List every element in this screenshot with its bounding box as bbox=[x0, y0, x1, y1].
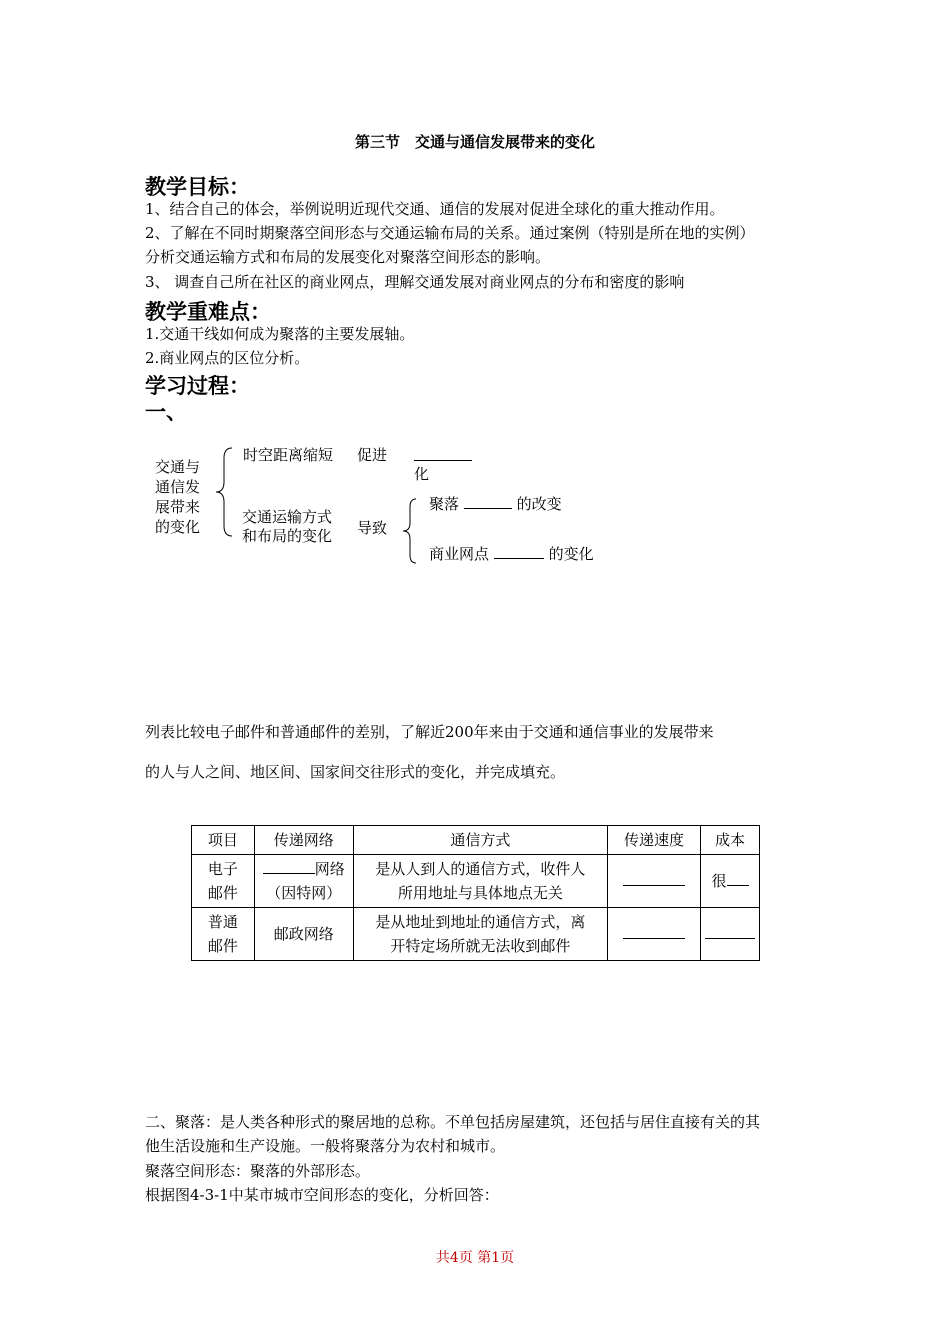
page-title: 第三节 交通与通信发展带来的变化 bbox=[354, 133, 595, 151]
page-footer: 共4页 第1页 bbox=[435, 1250, 515, 1266]
part-two-line-3: 聚落空间形态：聚落的外部形态。 bbox=[145, 1162, 371, 1180]
sub-brace-icon bbox=[398, 496, 424, 566]
sub-settlement-suffix: 的改变 bbox=[516, 495, 562, 513]
part-two-line-1: 二、聚落：是人类各种形式的聚居地的总称。不单包括房屋建筑，还包括与居住直接有关的其 bbox=[145, 1113, 761, 1131]
intro-line-2: 的人与人之间、地区间、国家间交往形式的变化，并完成填充。 bbox=[145, 763, 566, 781]
header-network: 传递网络 bbox=[254, 826, 353, 855]
header-method: 通信方式 bbox=[353, 826, 607, 855]
cell-method-mail: 是从地址到地址的通信方式，离 开特定场所就无法收到邮件 bbox=[353, 908, 607, 961]
table-row bbox=[192, 855, 760, 908]
branch-transport-line-1: 交通运输方式 bbox=[242, 508, 333, 526]
branch-time-space: 时空距离缩短 bbox=[243, 446, 334, 464]
cell-speed-email bbox=[608, 855, 701, 908]
sub-settlement-prefix: 聚落 bbox=[429, 495, 460, 513]
teaching-goals-heading: 教学目标： bbox=[145, 175, 250, 199]
goal-2-line-2: 分析交通运输方式和布局的发展变化对聚落空间形态的影响。 bbox=[145, 248, 551, 266]
blank-speed-email bbox=[623, 885, 685, 886]
blank-network bbox=[263, 873, 315, 874]
branch-time-space-suffix: 化 bbox=[414, 465, 430, 483]
goal-1: 1、结合自己的体会，举例说明近现代交通、通信的发展对促进全球化的重大推动作用。 bbox=[145, 200, 725, 218]
learning-process-heading: 学习过程： bbox=[145, 374, 250, 398]
blank-globalization bbox=[414, 460, 472, 461]
sub-commercial bbox=[429, 544, 594, 564]
branch-transport-verb: 导致 bbox=[357, 519, 388, 537]
sub-commercial-prefix: 商业网点 bbox=[429, 545, 490, 563]
table-row bbox=[192, 908, 760, 961]
diagram-root: 交通与通信发展带来的变化 bbox=[155, 458, 201, 536]
cell-cost-email: 很 bbox=[700, 855, 759, 908]
cell-network-mail: 邮政网络 bbox=[254, 908, 353, 961]
blank-settlement bbox=[464, 508, 512, 509]
goal-3: 3、 调查自己所在社区的商业网点，理解交通发展对商业网点的分布和密度的影响 bbox=[145, 273, 685, 291]
blank-cost-email bbox=[727, 885, 749, 886]
blank-cost-mail bbox=[705, 938, 755, 939]
branch-transport-line-2: 和布局的变化 bbox=[242, 527, 333, 545]
part-two-line-2: 他生活设施和生产设施。一般将聚落分为农村和城市。 bbox=[145, 1137, 506, 1155]
part-one-heading: 一、 bbox=[145, 400, 187, 424]
root-brace-icon bbox=[210, 444, 240, 540]
key-points-heading: 教学重难点： bbox=[145, 300, 271, 324]
cell-speed-mail bbox=[608, 908, 701, 961]
part-two-line-4: 根据图4-3-1中某市城市空间形态的变化，分析回答： bbox=[145, 1186, 499, 1204]
header-speed: 传递速度 bbox=[608, 826, 701, 855]
key-point-2: 2.商业网点的区位分析。 bbox=[145, 349, 310, 367]
sub-commercial-suffix: 的变化 bbox=[548, 545, 594, 563]
key-point-1: 1.交通干线如何成为聚落的主要发展轴。 bbox=[145, 325, 415, 343]
cell-network-email: 网络 （因特网） bbox=[254, 855, 353, 908]
cell-method-email: 是从人到人的通信方式，收件人 所用地址与具体地点无关 bbox=[353, 855, 607, 908]
blank-commercial bbox=[494, 558, 544, 559]
cell-item-email: 电子 邮件 bbox=[192, 855, 255, 908]
sub-settlement bbox=[429, 494, 562, 514]
table-header-row bbox=[192, 826, 760, 855]
header-item: 项目 bbox=[192, 826, 255, 855]
goal-2-line-1: 2、了解在不同时期聚落空间形态与交通运输布局的关系。通过案例（特别是所在地的实例） bbox=[145, 224, 755, 242]
comparison-table bbox=[191, 825, 760, 961]
branch-time-space-verb: 促进 bbox=[357, 446, 388, 464]
blank-speed-mail bbox=[623, 938, 685, 939]
cell-item-mail: 普通 邮件 bbox=[192, 908, 255, 961]
header-cost: 成本 bbox=[700, 826, 759, 855]
cell-cost-mail bbox=[700, 908, 759, 961]
intro-line-1: 列表比较电子邮件和普通邮件的差别，了解近200年来由于交通和通信事业的发展带来 bbox=[145, 723, 714, 741]
